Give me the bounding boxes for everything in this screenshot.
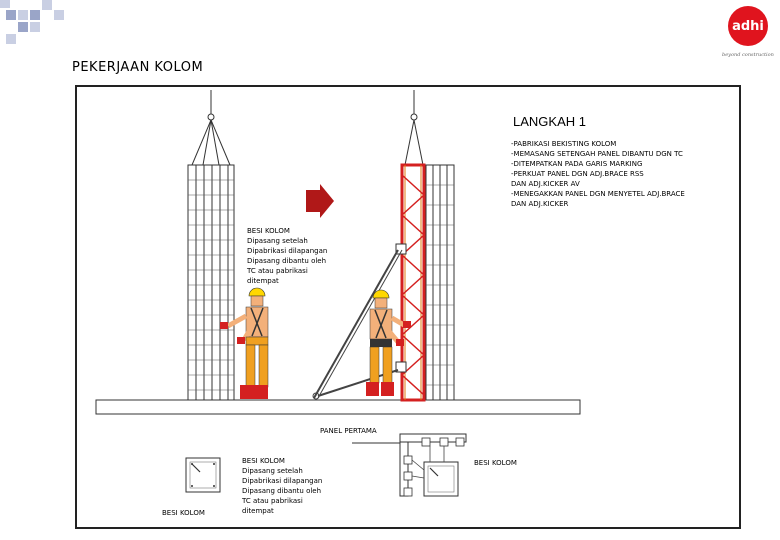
caption-line: Dipabrikasi dilapangan [247,247,328,255]
step-item: DAN ADJ.KICKER [511,200,569,208]
rebar-column-left [188,90,234,400]
label-panel-pertama: PANEL PERTAMA [320,427,377,435]
step-item: -MEMASANG SETENGAH PANEL DIBANTU DGN TC [511,150,683,158]
caption-line: Dipabrikasi dilapangan [242,477,323,485]
caption-line: ditempat [247,277,279,285]
logo-text: adhi [732,18,764,34]
floor-slab [96,400,580,414]
caption-line: BESI KOLOM [242,457,285,465]
page-title: PEKERJAAN KOLOM [72,60,204,75]
worker-left [220,288,268,399]
plan-caption [242,456,342,516]
step-item: -PABRIKASI BEKISTING KOLOM [511,140,617,148]
plan-view-formwork [352,434,466,496]
caption-line: Dipasang dibantu oleh [247,257,327,265]
caption-line: ditempat [242,507,274,515]
caption-line: Dipasang setelah [242,467,303,475]
step-item: DAN ADJ.KICKER AV [511,180,580,188]
step-item: -DITEMPATKAN PADA GARIS MARKING [511,160,643,168]
label-besi-kolom-left: BESI KOLOM [162,509,205,517]
caption-line: BESI KOLOM [247,227,290,235]
column-caption [247,226,357,286]
caption-line: Dipasang setelah [247,237,308,245]
step-item: -PERKUAT PANEL DGN ADJ.BRACE RSS [511,170,644,178]
label-besi-kolom-right: BESI KOLOM [474,459,517,467]
step-title: LANGKAH 1 [513,114,586,129]
logo-tagline: beyond construction [722,52,774,58]
plan-view-rebar [186,458,220,492]
step-item: -MENEGAKKAN PANEL DGN MENYETEL ADJ.BRACE [511,190,685,198]
caption-line: TC atau pabrikasi [247,267,308,275]
caption-line: TC atau pabrikasi [242,497,303,505]
caption-line: Dipasang dibantu oleh [242,487,322,495]
step-instructions [511,139,731,209]
direction-arrow [306,184,334,218]
formwork-panel [396,165,424,400]
